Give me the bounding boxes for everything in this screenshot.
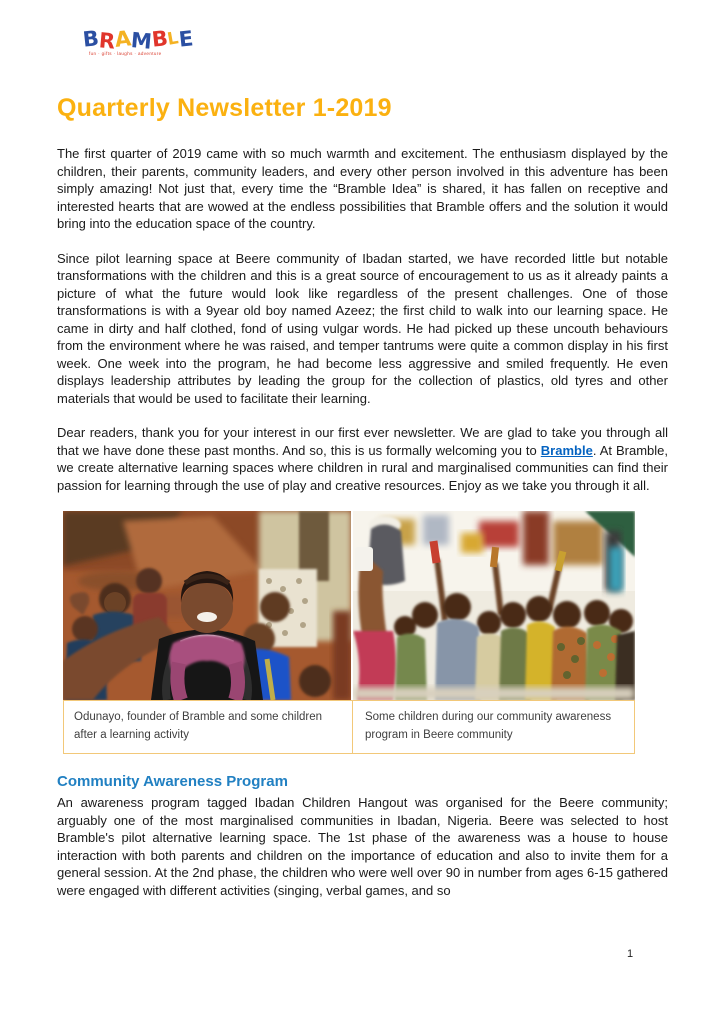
bramble-logo (81, 26, 195, 57)
logo-letter: B (81, 26, 101, 52)
photo-founder-selfie (63, 511, 351, 700)
caption-box (63, 700, 635, 754)
paragraph-welcome-text-after: . At Bramble, we create alternative learning spaces where children in rural and marginalised communities can find their passion for learning through the use of play and creative resources. Enjoy as we take you through it all. (57, 442, 668, 493)
page-number: 1 (627, 948, 634, 960)
paragraph-community-awareness: An awareness program tagged Ibadan Children Hangout was organised for the Beere community; arguably one of the most marginalised communities in Ibadan, Nigeria. Beere was selected to host Bramble's pilot alternative learning space. The 1st phase of the awareness was a house to house interaction with both parents and children on the importance of education and also to invite them for a general session. At the 2nd phase, the children who were well over 90 in number from ages 6-15 gathered were engaged with different activities (singing, verbal games, and so (57, 795, 668, 898)
logo-letter: B (150, 26, 170, 52)
bramble-link[interactable]: Bramble (540, 442, 593, 458)
page-title: Quarterly Newsletter 1-2019 (57, 94, 392, 122)
photo-community-program (353, 511, 635, 700)
bramble-logo-tagline: fun · gifts · laughs · adventure (89, 51, 162, 56)
logo-letter: R (97, 28, 117, 54)
article-body (57, 145, 668, 494)
logo-letter: L (166, 28, 181, 50)
paragraph-welcome (57, 424, 668, 494)
caption-community-program: Some children during our community awareness program in Beere community (364, 711, 612, 741)
paragraph-welcome-text-before: Dear readers, thank you for your interest in our first ever newsletter. We are glad to take you through all that we have done these past months. And so, this is us formally welcoming you to (57, 425, 668, 458)
paragraph-intro: The first quarter of 2019 came with so much warmth and excitement. The enthusiasm displayed by the children, their parents, community leaders, and every other person involved in this adventure has been simply amazing! Not just that, every time the “Bramble Idea” is shared, it has fallen on receptive and interested hearts that are wowed at the endless possibilities that Bramble offers and the solution it would bring into the education space of the country. (57, 146, 668, 231)
logo-letter: A (113, 26, 133, 52)
section-heading-community-awareness: Community Awareness Program (57, 773, 288, 790)
paragraph-transformations: Since pilot learning space at Beere community of Ibadan started, we have recorded little but notable transformations with the children and this is a great source of encouragement to us as it already paints a picture of what the future would look like regardless of the present challenges. One of those transformations is with a 9year old boy named Azeez; the first child to walk into our learning space. He came in dirty and half clothed, fond of using vulgar words. He had picked up these uncouth behaviours from the environment where he was raised, and temper tantrums were quite a common display in his first week. One week into the program, he had become less aggressive and smiled frequently. He even displays leadership attributes by leading the group for the collection of plastics, old tyres and other materials that would be used to facilitate their learning. (57, 250, 668, 406)
photo-row (63, 511, 635, 700)
logo-letter: M (130, 28, 154, 54)
logo-letter: E (177, 26, 195, 52)
caption-founder-selfie: Odunayo, founder of Bramble and some children after a learning activity (64, 701, 353, 753)
photo-figure (63, 511, 635, 754)
